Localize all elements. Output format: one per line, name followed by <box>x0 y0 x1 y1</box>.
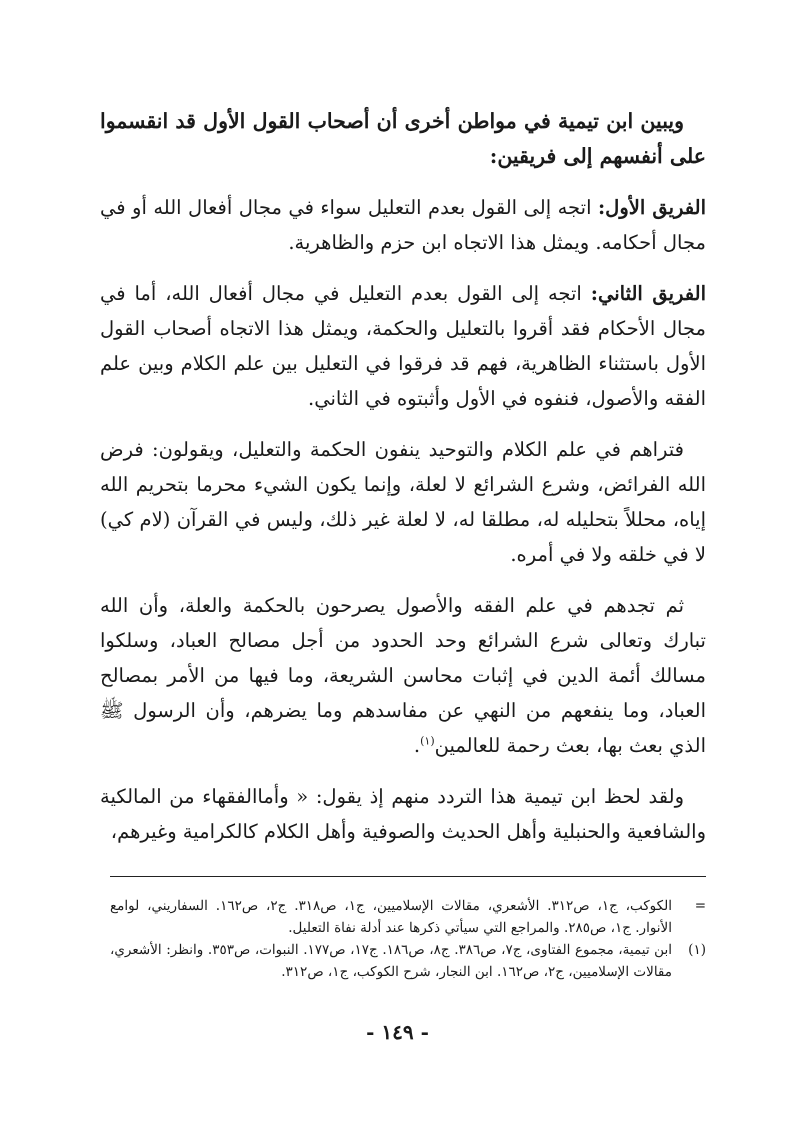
footnote-continuation-mark: = <box>694 898 706 914</box>
paragraph-first-group <box>100 190 706 260</box>
paragraph-fiqh <box>100 588 706 763</box>
main-text <box>100 104 706 865</box>
paragraph-second-group <box>100 276 706 416</box>
footnote-ref-1[interactable]: (١) <box>420 734 435 748</box>
footnote-1-mark: (١) <box>688 942 706 958</box>
paragraph-intro <box>100 104 706 174</box>
paragraph-quote-text: ولقد لحظ ابن تيمية هذا التردد منهم إذ يقول: « وأماالفقهاء من المالكية والشافعية والحنبلية وأهل الحديث والصوفية وأهل الكلام كالكرامية وغيرهم، <box>100 785 706 843</box>
paragraph-ibn-taymiyyah-quote <box>100 779 706 849</box>
footnote-continuation <box>110 895 706 939</box>
second-group-text: اتجه إلى القول بعدم التعليل في مجال أفعال الله، أما في مجال الأحكام فقد أقروا بالتعليل والحكمة، ويمثل هذا الاتجاه أصحاب القول الأول باستثناء الظاهرية، فهم قد فرقوا في التعليل بين علم الكلام وبين علم الفقه والأصول، فنفوه في الأول وأثبتوه في الثاني. <box>100 282 706 410</box>
second-group-term: الفريق الثاني: <box>590 282 706 305</box>
paragraph-kalam <box>100 432 706 572</box>
paragraph-fiqh-end: . <box>413 734 421 757</box>
paragraph-intro-text: ويبين ابن تيمية في مواطن أخرى أن أصحاب القول الأول قد انقسموا على أنفسهم إلى فريقين: <box>100 109 706 168</box>
paragraph-fiqh-text: ثم تجدهم في علم الفقه والأصول يصرحون بالحكمة والعلة، وأن الله تبارك وتعالى شرع الشرائع وحد الحدود من أجل مصالح العباد، وسلكوا مسالك أئمة الدين في إثبات محاسن الشريعة، وما فيها من الأمر بمصالح العباد، وما ينفعهم من النهي عن مفاسدهم وما يضرهم، وأن الرسول ﷺ الذي بعث بها، بعث رحمة للعالمين <box>100 594 706 757</box>
footnote-1-text: ابن تيمية، مجموع الفتاوى، ج٧، ص٣٨٦. ج٨، ص١٨٦. ج١٧، ص١٧٧. النبوات، ص٣٥٣. وانظر: الأشعري، مقالات الإسلاميين، ج٢، ص١٦٢. ابن النجار، شرح الكوكب، ج١، ص٣١٢. <box>110 942 672 980</box>
footnote-continuation-text: الكوكب، ج١، ص٣١٢. الأشعري، مقالات الإسلاميين، ج١، ص٣١٨. ج٢، ص١٦٢. السفاريني، لوامع الأنوار. ج١، ص٢٨٥. والمراجع التي سيأتي ذكرها عند أدلة نفاة التعليل. <box>110 898 672 936</box>
page-number: - ١٤٩ - <box>366 1020 429 1044</box>
first-group-text: اتجه إلى القول بعدم التعليل سواء في مجال أفعال الله أو في مجال أحكامه. ويمثل هذا الاتجاه ابن حزم والظاهرية. <box>100 196 706 254</box>
footnote-1 <box>110 939 706 983</box>
paragraph-kalam-text: فتراهم في علم الكلام والتوحيد ينفون الحكمة والتعليل، ويقولون: فرض الله الفرائض، وشرع الشرائع لا لعلة، وإنما يكون الشيء محرما بتحريم الله إياه، محللاً بتحليله له، مطلقا له، لا لعلة غير ذلك، وليس في القرآن (لام كي) لا في خلقه ولا في أمره. <box>100 438 706 566</box>
first-group-term: الفريق الأول: <box>597 196 706 219</box>
footnote-divider <box>110 876 706 877</box>
footnotes <box>110 895 706 983</box>
